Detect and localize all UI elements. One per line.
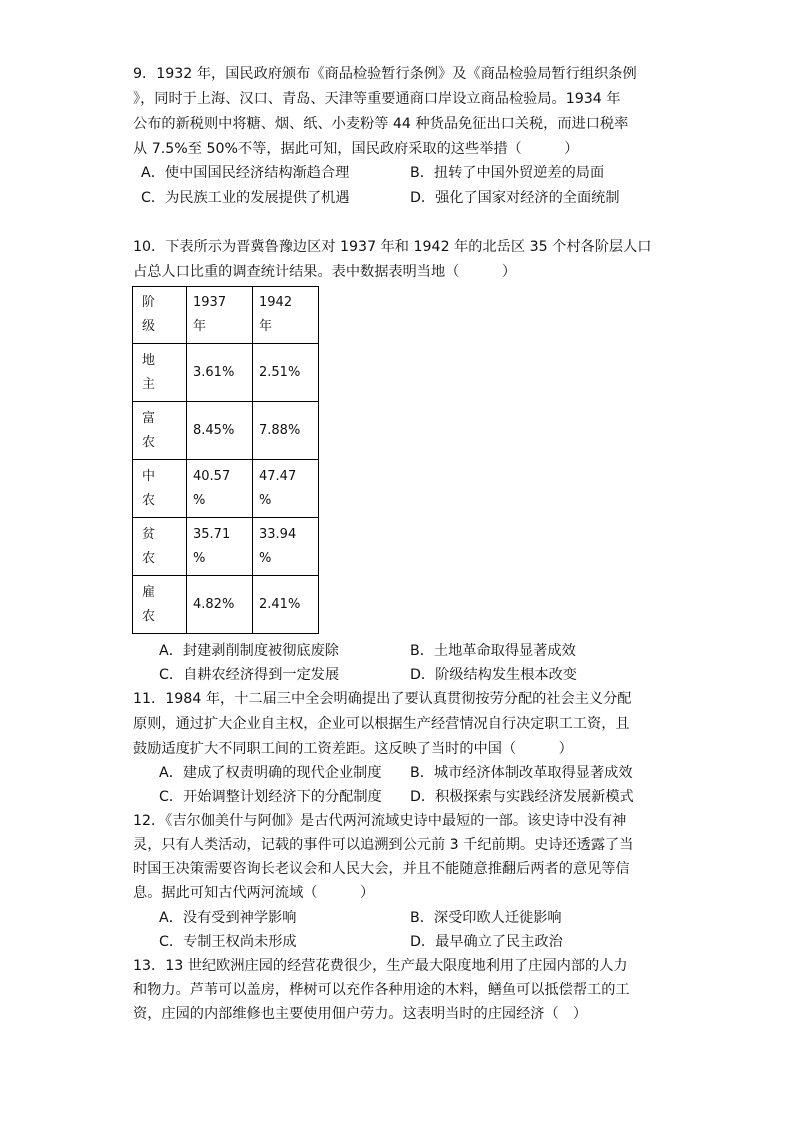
q11-option-a: A．建成了权责明确的现代企业制度 — [159, 765, 382, 781]
cell-1942: 47.47 % — [253, 460, 319, 518]
q10-option-c: C．自耕农经济得到一定发展 — [159, 667, 340, 683]
q11-line-3: 鼓励适度扩大不同职工间的工资差距。这反映了当时的中国（ ） — [133, 741, 573, 757]
q12-option-a: A．没有受到神学影响 — [159, 910, 297, 926]
q9-line-3: 公布的新税则中将糖、烟、纸、小麦粉等 44 种货品免征出口关税，而进口税率 — [133, 116, 629, 132]
q9-option-b: B．扭转了中国外贸逆差的局面 — [410, 165, 605, 181]
q12-line-4: 息。据此可知古代两河流域（ ） — [133, 885, 375, 901]
row-label: 富 农 — [133, 402, 187, 460]
table-row — [133, 460, 319, 518]
cell-1942: 33.94 % — [253, 518, 319, 576]
cell-1937: 4.82% — [187, 576, 253, 634]
q10-line-1: 10．下表所示为晋冀鲁豫边区对 1937 年和 1942 年的北岳区 35 个村各阶层人口 — [133, 239, 652, 255]
q11-option-b: B．城市经济体制改革取得显著成效 — [410, 765, 633, 781]
table-row — [133, 576, 319, 634]
q9-line-4: 从 7.5%至 50%不等，据此可知，国民政府采取的这些举措（ ） — [133, 141, 579, 157]
cell-1942: 2.51% — [253, 344, 319, 402]
cell-1937: 40.57 % — [187, 460, 253, 518]
cell-1937: 35.71 % — [187, 518, 253, 576]
header-class: 阶 级 — [133, 287, 187, 344]
q11-option-c: C．开始调整计划经济下的分配制度 — [159, 789, 382, 805]
q9-option-a: A．使中国国民经济结构渐趋合理 — [141, 165, 350, 181]
row-label: 中 农 — [133, 460, 187, 518]
q13-line-1: 13．13 世纪欧洲庄园的经营花费很少，生产最大限度地利用了庄园内部的人力 — [133, 958, 628, 974]
table-row — [133, 518, 319, 576]
q11-line-1: 11．1984 年，十二届三中全会明确提出了要认真贯彻按劳分配的社会主义分配 — [133, 691, 632, 707]
q13-line-2: 和物力。芦苇可以盖房，桦树可以充作各种用途的木料，鳝鱼可以抵偿帮工的工 — [133, 982, 630, 998]
cell-1942: 7.88% — [253, 402, 319, 460]
q12-option-b: B．深受印欧人迁徙影响 — [410, 910, 562, 926]
q10-option-d: D．阶级结构发生根本改变 — [410, 667, 577, 683]
header-1937: 1937 年 — [187, 287, 253, 344]
q12-line-3: 时国王决策需要咨询长老议会和人民大会，并且不能随意推翻后两者的意见等信 — [133, 861, 630, 877]
row-label: 贫 农 — [133, 518, 187, 576]
q10-option-b: B．土地革命取得显著成效 — [410, 643, 576, 659]
row-label: 雇 农 — [133, 576, 187, 634]
cell-1937: 8.45% — [187, 402, 253, 460]
q9-line-1: 9．1932 年，国民政府颁布《商品检验暂行条例》及《商品检验局暂行组织条例 — [133, 66, 637, 82]
q10-line-2: 占总人口比重的调查统计结果。表中数据表明当地（ ） — [133, 264, 517, 280]
table-row — [133, 402, 319, 460]
table-row — [133, 344, 319, 402]
q10-option-a: A．封建剥削制度被彻底废除 — [159, 643, 339, 659]
q12-line-1: 12．《吉尔伽美什与阿伽》是古代两河流域史诗中最短的一部。该史诗中没有神 — [133, 813, 627, 829]
header-1942: 1942 年 — [253, 287, 319, 344]
cell-1942: 2.41% — [253, 576, 319, 634]
row-label: 地 主 — [133, 344, 187, 402]
q9-line-2: 》，同时于上海、汉口、青岛、天津等重要通商口岸设立商品检验局。1934 年 — [133, 91, 621, 107]
q12-option-d: D．最早确立了民主政治 — [410, 934, 563, 950]
cell-1937: 3.61% — [187, 344, 253, 402]
q11-line-2: 原则，通过扩大企业自主权，企业可以根据生产经营情况自行决定职工工资，且 — [133, 716, 630, 732]
q12-option-c: C．专制王权尚未形成 — [159, 934, 297, 950]
q11-option-d: D．积极探索与实践经济发展新模式 — [410, 789, 634, 805]
q9-option-c: C．为民族工业的发展提供了机遇 — [141, 190, 350, 206]
q12-line-2: 灵，只有人类活动，记载的事件可以追溯到公元前 3 千纪前期。史诗还透露了当 — [133, 837, 634, 853]
q13-line-3: 资，庄园的内部维修也主要使用佃户劳力。这表明当时的庄园经济（ ） — [133, 1006, 588, 1022]
table-header-row — [133, 287, 319, 344]
q9-option-d: D．强化了国家对经济的全面统制 — [410, 190, 620, 206]
population-table — [132, 286, 319, 634]
